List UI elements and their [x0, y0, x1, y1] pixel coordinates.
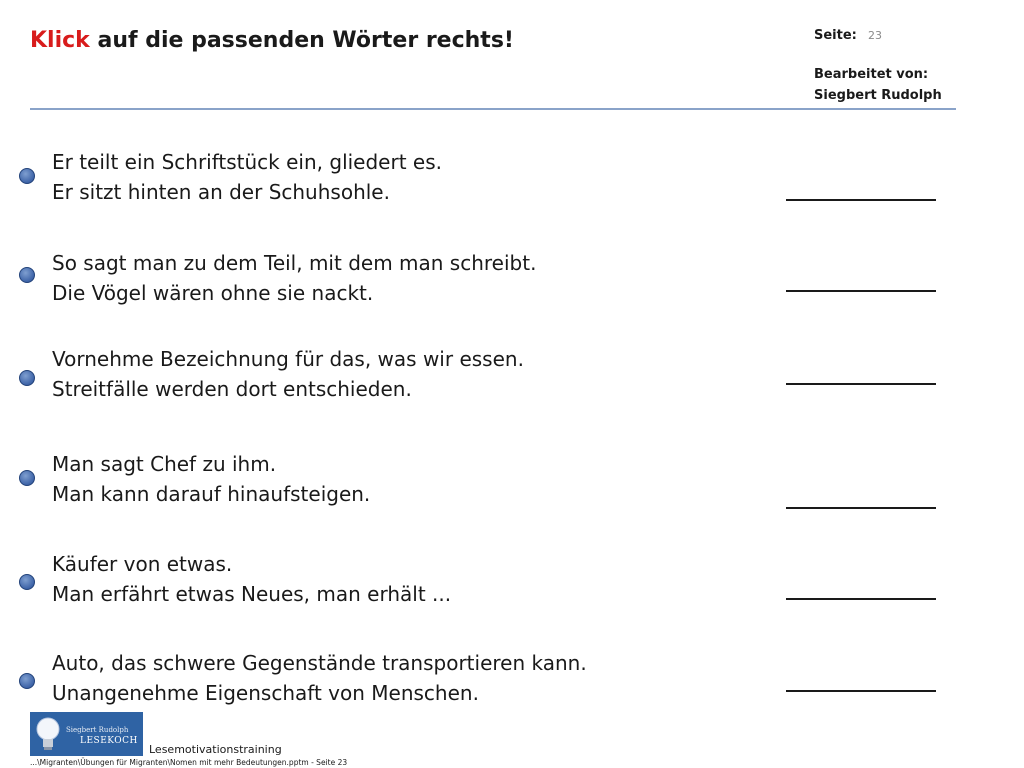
- header-divider: [30, 108, 956, 110]
- answer-bullet-3[interactable]: [19, 370, 35, 386]
- clue-line-4b: Man kann darauf hinaufsteigen.: [52, 482, 371, 506]
- clue-line-6a: Auto, das schwere Gegenstände transportieren kann.: [52, 651, 587, 675]
- edited-by-label: Bearbeitet von:: [814, 67, 929, 82]
- answer-blank-1[interactable]: [786, 199, 936, 201]
- clue-line-6b: Unangenehme Eigenschaft von Menschen.: [52, 681, 479, 705]
- logo-author: Siegbert Rudolph: [66, 726, 129, 734]
- logo-brand: LESEKOCH: [80, 736, 138, 746]
- clue-line-4a: Man sagt Chef zu ihm.: [52, 452, 277, 476]
- lightbulb-icon: [34, 716, 62, 752]
- answer-blank-2[interactable]: [786, 290, 936, 292]
- editor-name: Siegbert Rudolph: [814, 88, 942, 103]
- answer-bullet-2[interactable]: [19, 267, 35, 283]
- page-title: [30, 28, 514, 53]
- clue-line-1b: Er sitzt hinten an der Schuhsohle.: [52, 180, 390, 204]
- answer-bullet-4[interactable]: [19, 470, 35, 486]
- clue-line-2b: Die Vögel wären ohne sie nackt.: [52, 281, 374, 305]
- lesekoch-logo: [30, 712, 143, 756]
- clue-line-3b: Streitfälle werden dort entschieden.: [52, 377, 412, 401]
- page-label: Seite:: [814, 28, 857, 43]
- title-rest: auf die passenden Wörter rechts!: [89, 28, 514, 53]
- answer-blank-5[interactable]: [786, 598, 936, 600]
- clue-line-3a: Vornehme Bezeichnung für das, was wir essen.: [52, 347, 524, 371]
- answer-blank-4[interactable]: [786, 507, 936, 509]
- clue-line-5b: Man erfährt etwas Neues, man erhält ...: [52, 582, 452, 606]
- clue-line-2a: So sagt man zu dem Teil, mit dem man schreibt.: [52, 251, 537, 275]
- answer-bullet-6[interactable]: [19, 673, 35, 689]
- clue-line-5a: Käufer von etwas.: [52, 552, 233, 576]
- answer-bullet-5[interactable]: [19, 574, 35, 590]
- title-accent: Klick: [30, 28, 90, 53]
- answer-blank-3[interactable]: [786, 383, 936, 385]
- page-number: 23: [868, 29, 882, 42]
- answer-bullet-1[interactable]: [19, 168, 35, 184]
- answer-blank-6[interactable]: [786, 690, 936, 692]
- footer-file-path: ...\Migranten\Übungen für Migranten\Nomen mit mehr Bedeutungen.pptm - Seite 23: [30, 758, 348, 767]
- footer-training-label: Lesemotivationstraining: [149, 743, 282, 756]
- clue-line-1a: Er teilt ein Schriftstück ein, gliedert es.: [52, 150, 442, 174]
